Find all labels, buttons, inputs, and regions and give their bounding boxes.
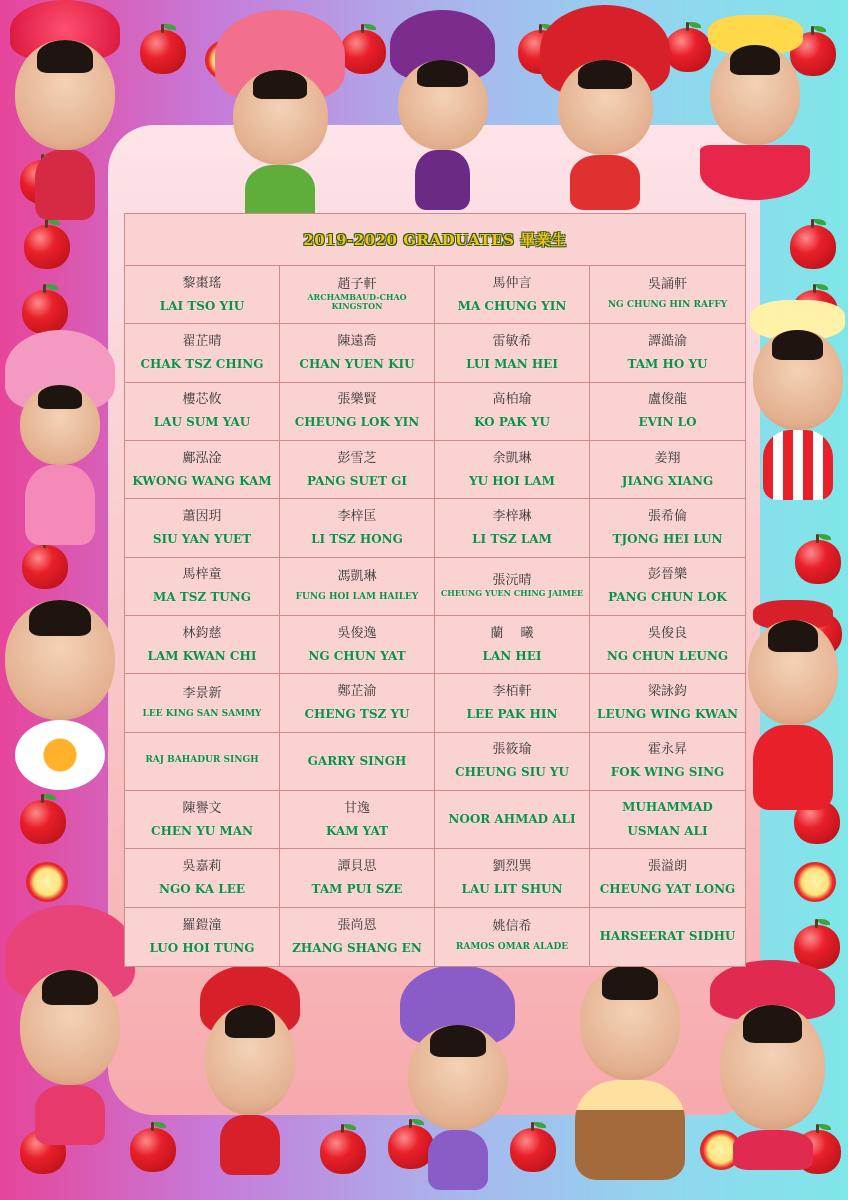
kid-fries-costume	[748, 600, 838, 810]
graduate-cell	[590, 558, 745, 616]
graduate-cell	[435, 324, 590, 382]
graduate-chinese-name: 譚澔渝	[647, 333, 687, 349]
graduate-chinese-name: 羅鎧潼	[182, 917, 222, 933]
graduate-english-name: LEE PAK HIN	[466, 706, 558, 721]
graduate-chinese-name: 甘逸	[343, 800, 370, 816]
kid-dragonfruit-costume	[5, 905, 135, 1145]
graduate-chinese-name: 黎棗瑤	[182, 275, 222, 291]
graduates-table	[124, 213, 746, 967]
graduate-english-name: PANG CHUN LOK	[608, 590, 727, 605]
graduate-english-name: CHEUNG YUEN CHING JAIMEE	[440, 588, 584, 599]
graduate-chinese-name: 翟芷晴	[182, 333, 222, 349]
graduate-english-name: NG CHUN YAT	[308, 648, 406, 663]
graduate-chinese-name: 劉烈巽	[492, 858, 532, 874]
graduate-cell	[435, 441, 590, 499]
kid-rose-costume	[540, 5, 670, 210]
table-title-cell	[125, 214, 745, 266]
graduate-chinese-name: 張樂賢	[337, 392, 377, 408]
graduate-chinese-name: 陳遠喬	[337, 333, 377, 349]
graduate-cell	[125, 558, 280, 616]
graduate-english-name: CHEUNG YAT LONG	[599, 881, 736, 896]
graduate-english-name: GARRY SINGH	[307, 753, 407, 768]
graduate-cell	[280, 791, 435, 849]
graduate-english-name: LEUNG WING KWAN	[597, 706, 738, 721]
graduate-cell	[435, 908, 590, 966]
graduate-chinese-name: 鄺泓淦	[182, 450, 222, 466]
graduate-cell	[435, 849, 590, 907]
kid-egg-costume	[5, 600, 115, 790]
graduate-english-name: TAM HO YU	[627, 356, 708, 371]
graduate-chinese-name: 李景新	[182, 685, 222, 701]
graduate-chinese-name: 梁詠鈞	[647, 683, 687, 699]
graduate-cell	[125, 849, 280, 907]
graduate-chinese-name: 吳俊良	[647, 625, 687, 641]
graduate-english-name: LAU LIT SHUN	[461, 881, 563, 896]
graduate-cell	[280, 908, 435, 966]
graduate-english-name: CHEUNG SIU YU	[455, 765, 569, 780]
graduate-cell	[125, 616, 280, 674]
graduate-cell	[125, 266, 280, 324]
graduate-chinese-name: 雷敏希	[492, 333, 532, 349]
graduate-chinese-name: 李梓琳	[492, 508, 532, 524]
graduate-chinese-name: 陳譽文	[182, 800, 222, 816]
graduate-chinese-name: 趙子軒	[337, 277, 377, 293]
graduate-english-name: LEE KING SAN SAMMY	[142, 708, 262, 719]
graduate-english-name: USMAN ALI	[627, 823, 708, 838]
graduate-english-name: RAJ BAHADUR SINGH	[145, 755, 259, 766]
kid-cupcake-costume	[575, 965, 685, 1180]
graduate-cell	[590, 266, 745, 324]
graduate-chinese-name: 林鈞慈	[182, 625, 222, 641]
graduate-english-name: LAI TSO YIU	[159, 298, 245, 313]
graduate-chinese-name: 張尚恩	[337, 917, 377, 933]
graduate-cell	[435, 499, 590, 557]
graduate-english-name: NOOR AHMAD ALI	[448, 812, 576, 827]
graduate-english-name: LUO HOI TUNG	[149, 940, 255, 955]
graduate-english-name: KWONG WANG KAM	[132, 473, 272, 488]
graduate-cell	[590, 383, 745, 441]
graduate-english-name: EVIN LO	[638, 415, 697, 430]
graduate-chinese-name: 張希倫	[647, 508, 687, 524]
graduate-cell	[590, 441, 745, 499]
graduate-chinese-name: 高柏瑜	[492, 392, 532, 408]
graduate-english-name: YU HOI LAM	[469, 473, 555, 488]
graduate-cell	[435, 266, 590, 324]
kid-peach-costume	[5, 330, 115, 545]
graduate-cell	[590, 324, 745, 382]
graduate-english-name: CHEN YU MAN	[151, 823, 253, 838]
graduate-cell	[590, 674, 745, 732]
graduate-english-name: NGO KA LEE	[158, 881, 245, 896]
graduate-chinese-name: 李栢軒	[492, 683, 532, 699]
graduate-cell	[590, 849, 745, 907]
graduate-chinese-name: 姚信希	[492, 919, 532, 935]
graduate-english-name: LAN HEI	[482, 648, 542, 663]
graduate-english-name: FUNG HOI LAM HAILEY	[295, 591, 419, 602]
kid-popcorn-costume	[750, 300, 845, 500]
graduate-cell	[125, 499, 280, 557]
graduate-cell	[590, 499, 745, 557]
graduate-english-name: MA CHUNG YIN	[457, 298, 567, 313]
graduate-chinese-name: 張溢朗	[647, 858, 687, 874]
graduate-cell	[435, 616, 590, 674]
graduate-english-name: TAM PUI SZE	[311, 881, 403, 896]
graduate-english-name: NG CHUN LEUNG	[606, 648, 729, 663]
graduate-cell	[280, 441, 435, 499]
graduate-chinese-name: 張筱瑜	[492, 742, 532, 758]
graduate-cell	[125, 383, 280, 441]
graduate-cell	[280, 499, 435, 557]
kid-pomegranate-costume	[710, 960, 835, 1170]
graduate-english-name: LI TSZ HONG	[311, 531, 403, 546]
graduate-cell	[280, 674, 435, 732]
graduate-english-name: LAM KWAN CHI	[147, 648, 257, 663]
graduate-english-name: RAMOS OMAR ALADE	[455, 942, 569, 953]
graduate-chinese-name: 張沅晴	[492, 573, 532, 589]
graduate-cell	[435, 791, 590, 849]
graduate-cell	[280, 383, 435, 441]
graduate-chinese-name: 吳俊逸	[337, 625, 377, 641]
graduate-english-name: CHEUNG LOK YIN	[294, 415, 420, 430]
graduate-english-name: TJONG HEI LUN	[612, 531, 723, 546]
graduate-chinese-name: 余凱琳	[492, 450, 532, 466]
graduate-english-name: NG CHUNG HIN RAFFY	[607, 300, 728, 311]
kid-raspberry-costume	[10, 0, 120, 220]
graduate-cell	[125, 791, 280, 849]
graduate-english-name: FOK WING SING	[610, 765, 725, 780]
graduate-chinese-name: 馬梓童	[182, 567, 222, 583]
graduate-cell	[435, 383, 590, 441]
page-title: 2019-2020 GRADUATES 畢業生	[303, 231, 567, 249]
graduate-cell	[590, 616, 745, 674]
graduate-english-name: KAM YAT	[325, 823, 389, 838]
graduate-cell	[435, 733, 590, 791]
graduate-cell	[125, 324, 280, 382]
graduate-english-name: LUI MAN HEI	[466, 356, 558, 371]
graduate-cell	[590, 791, 745, 849]
graduate-english-name: MA TSZ TUNG	[153, 590, 251, 605]
graduate-english-name: JIANG XIANG	[621, 473, 714, 488]
graduate-english-name: ZHANG SHANG EN	[292, 940, 422, 955]
graduate-chinese-name: 李梓匡	[337, 508, 377, 524]
kid-mangosteen-costume	[390, 10, 495, 210]
graduate-chinese-name: 馮凱琳	[337, 568, 377, 584]
graduate-english-name: ARCHAMBAUD-CHAO KINGSTON	[307, 292, 407, 312]
kid-tulip-costume	[215, 10, 345, 225]
graduate-cell	[280, 558, 435, 616]
kid-fruit-bowl-costume	[700, 15, 810, 200]
graduate-chinese-name: 姜翔	[654, 450, 681, 466]
graduate-chinese-name: MUHAMMAD	[622, 800, 713, 815]
graduate-chinese-name: 盧俊龍	[647, 392, 687, 408]
kid-bellflower-costume	[400, 965, 515, 1190]
graduate-english-name: CHAK TSZ CHING	[140, 356, 264, 371]
graduate-cell	[125, 733, 280, 791]
graduate-chinese-name: 吳誦軒	[647, 277, 687, 293]
graduate-chinese-name: 馬仲言	[492, 275, 532, 291]
graduate-english-name: KO PAK YU	[474, 415, 550, 430]
graduate-chinese-name: 樓芯攸	[182, 392, 222, 408]
graduate-chinese-name: 鄭芷渝	[337, 683, 377, 699]
graduate-english-name: HARSEERAT SIDHU	[599, 929, 736, 944]
graduate-cell	[590, 733, 745, 791]
kid-apple-costume	[200, 965, 300, 1175]
graduate-english-name: PANG SUET GI	[306, 473, 408, 488]
graduate-cell	[280, 266, 435, 324]
graduate-chinese-name: 彭晉樂	[647, 567, 687, 583]
graduate-chinese-name: 霍永昇	[647, 742, 687, 758]
graduate-cell	[125, 908, 280, 966]
graduate-cell	[590, 908, 745, 966]
graduate-english-name: LI TSZ LAM	[472, 531, 552, 546]
graduate-chinese-name: 吳嘉莉	[182, 858, 222, 874]
graduate-english-name: CHENG TSZ YU	[304, 706, 410, 721]
graduate-chinese-name: 蘭 曦	[490, 625, 534, 641]
graduate-english-name: CHAN YUEN KIU	[299, 356, 415, 371]
graduate-cell	[435, 558, 590, 616]
graduate-chinese-name: 蕭因玥	[182, 508, 222, 524]
graduate-english-name: LAU SUM YAU	[153, 415, 251, 430]
graduate-cell	[280, 324, 435, 382]
graduate-chinese-name: 譚貝思	[337, 858, 377, 874]
graduate-cell	[280, 849, 435, 907]
graduate-cell	[125, 441, 280, 499]
graduate-cell	[125, 674, 280, 732]
graduate-cell	[435, 674, 590, 732]
graduate-cell	[280, 733, 435, 791]
graduate-cell	[280, 616, 435, 674]
graduate-chinese-name: 彭雪芝	[337, 450, 377, 466]
graduate-english-name: SIU YAN YUET	[152, 531, 252, 546]
